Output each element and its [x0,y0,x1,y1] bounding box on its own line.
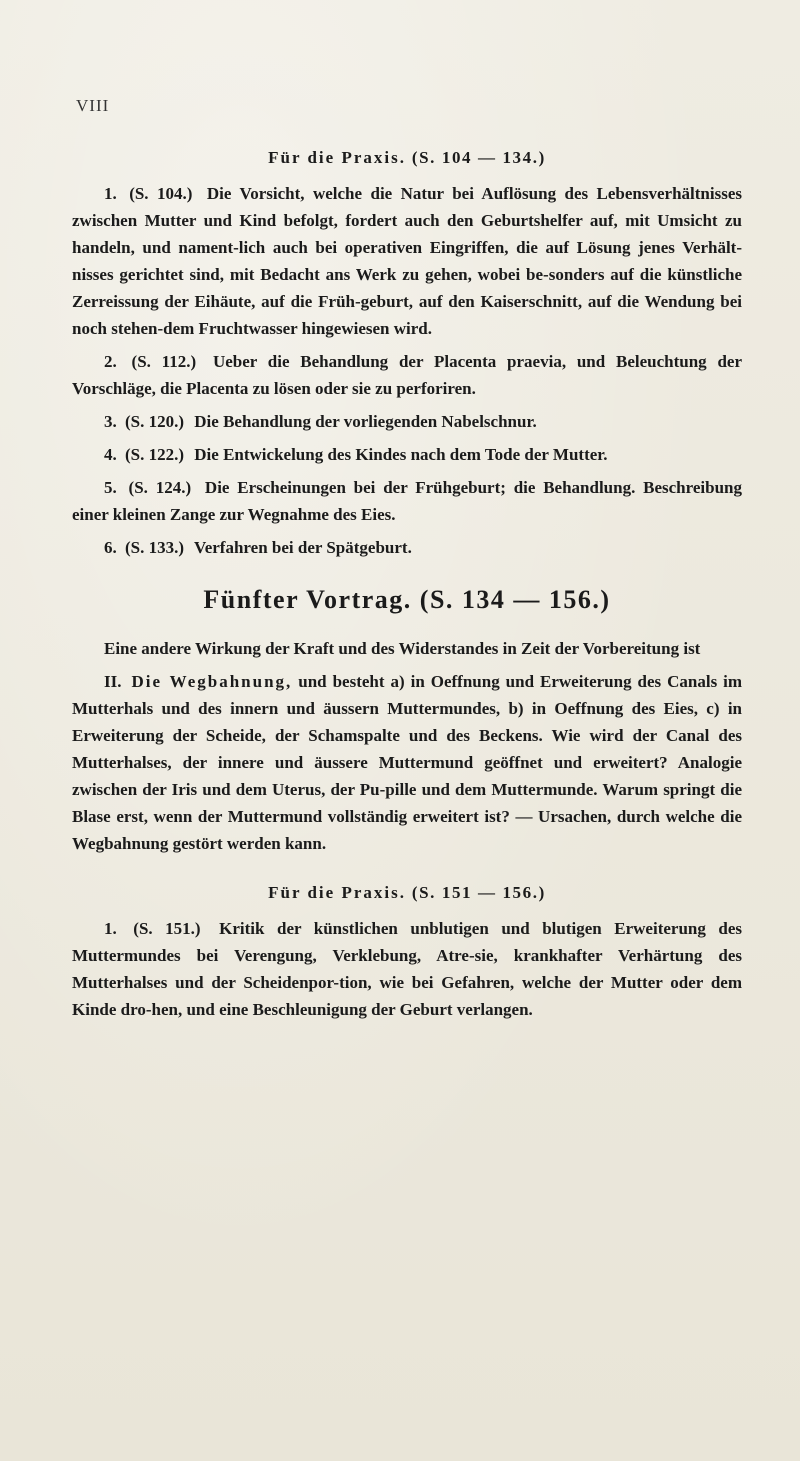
item-text: Kritik der künstlichen unblutigen und blutigen Erweiterung des Muttermundes bei Verengung, Verklebung, Atre-sie, krankhafter Verhärtung des Mutterhalses und der Scheidenpor-tion, wie bei Gefahren, welche der Mutter oder dem Kinde dro-hen, und eine Beschleunigung der Geburt verlangen. [72,919,743,1019]
item-number: 2. [104,352,117,371]
page-reference: (S. 133.) [125,538,185,557]
page-reference: (S. 151.) [133,919,201,938]
list-item [72,534,742,561]
item-number: 1. [104,184,117,203]
section-heading-range: (S. 151 — 156.) [411,883,546,902]
list-item [72,348,742,402]
page-reference: (S. 104.) [129,184,193,203]
section-heading-label: Für die Praxis. [268,148,406,167]
intro-paragraph: Eine andere Wirkung der Kraft und des Widerstandes in Zeit der Vorbereitung ist [104,639,701,658]
item-text: Ueber die Behandlung der Placenta praevia, und Beleuchtung der Vorschläge, die Placenta zu lösen oder sie zu perforiren. [72,352,742,398]
item-number: 4. [104,445,117,464]
item-text: Die Erscheinungen bei der Frühgeburt; die Behandlung. Beschreibung einer kleinen Zange zur Wegnahme des Eies. [72,478,743,524]
item-number: 1. [104,919,117,938]
section-heading-praxis-2 [72,883,742,903]
item-number: 3. [104,412,117,431]
page-number: VIII [76,96,110,115]
list-item [72,441,742,468]
item-number: 6. [104,538,117,557]
list-item [72,474,742,528]
item-number: 5. [104,478,117,497]
main-term: Die Wegbahnung, [131,672,293,691]
item-text: Die Vorsicht, welche die Natur bei Auflösung des Lebensverhältnisses zwischen Mutter und Kind befolgt, fordert auch den Geburtshelfer auf, mit Umsicht zu handeln, und nament-lich auch bei operativen Eingriffen, die auf Lösung jenes Verhält-nisses gerichtet sind, mit Bedacht ans Werk zu gehen, wobei be-sonders auf die künstliche Zerreissung der Eihäute, auf die Früh-geburt, auf den Kaiserschnitt, auf die Wendung bei noch stehen-dem Fruchtwasser hingewiesen wird. [72,184,743,338]
item-text: Die Entwickelung des Kindes nach dem Tode der Mutter. [194,445,608,464]
page-content [72,140,742,1029]
lecture-heading-label: Fünfter Vortrag. [203,585,412,614]
item-number: II. [104,672,122,691]
page-reference: (S. 112.) [131,352,197,371]
page-reference: (S. 122.) [125,445,185,464]
lecture-heading [72,585,742,615]
lecture-heading-range: (S. 134 — 156.) [419,585,611,614]
list-item [72,408,742,435]
main-paragraph [72,668,742,857]
list-item [72,180,742,342]
page-reference: (S. 120.) [125,412,185,431]
section-heading-label: Für die Praxis. [268,883,406,902]
item-text: und besteht a) in Oeffnung und Erweiterung des Canals im Mutterhals und des innern und äussern Muttermundes, b) in Oeffnung des Eies, c) in Erweiterung der Scheide, der Schamspalte und des Beckens. Wie wird der Canal des Mutterhalses, der innere und äussere Muttermund geöffnet und erweitert? Analogie zwischen der Iris und dem Uterus, der Pu-pille und dem Muttermunde. Warum springt die Blase erst, wenn der Muttermund vollständig erweitert ist? — Ursachen, durch welche die Wegbahnung gestört werden kann. [72,672,743,853]
list-item [72,915,742,1023]
item-text: Die Behandlung der vorliegenden Nabelschnur. [194,412,537,431]
section-heading-range: (S. 104 — 134.) [411,148,546,167]
item-text: Verfahren bei der Spätgeburt. [193,538,412,557]
section-heading-praxis-1 [72,148,742,168]
page-reference: (S. 124.) [128,478,192,497]
